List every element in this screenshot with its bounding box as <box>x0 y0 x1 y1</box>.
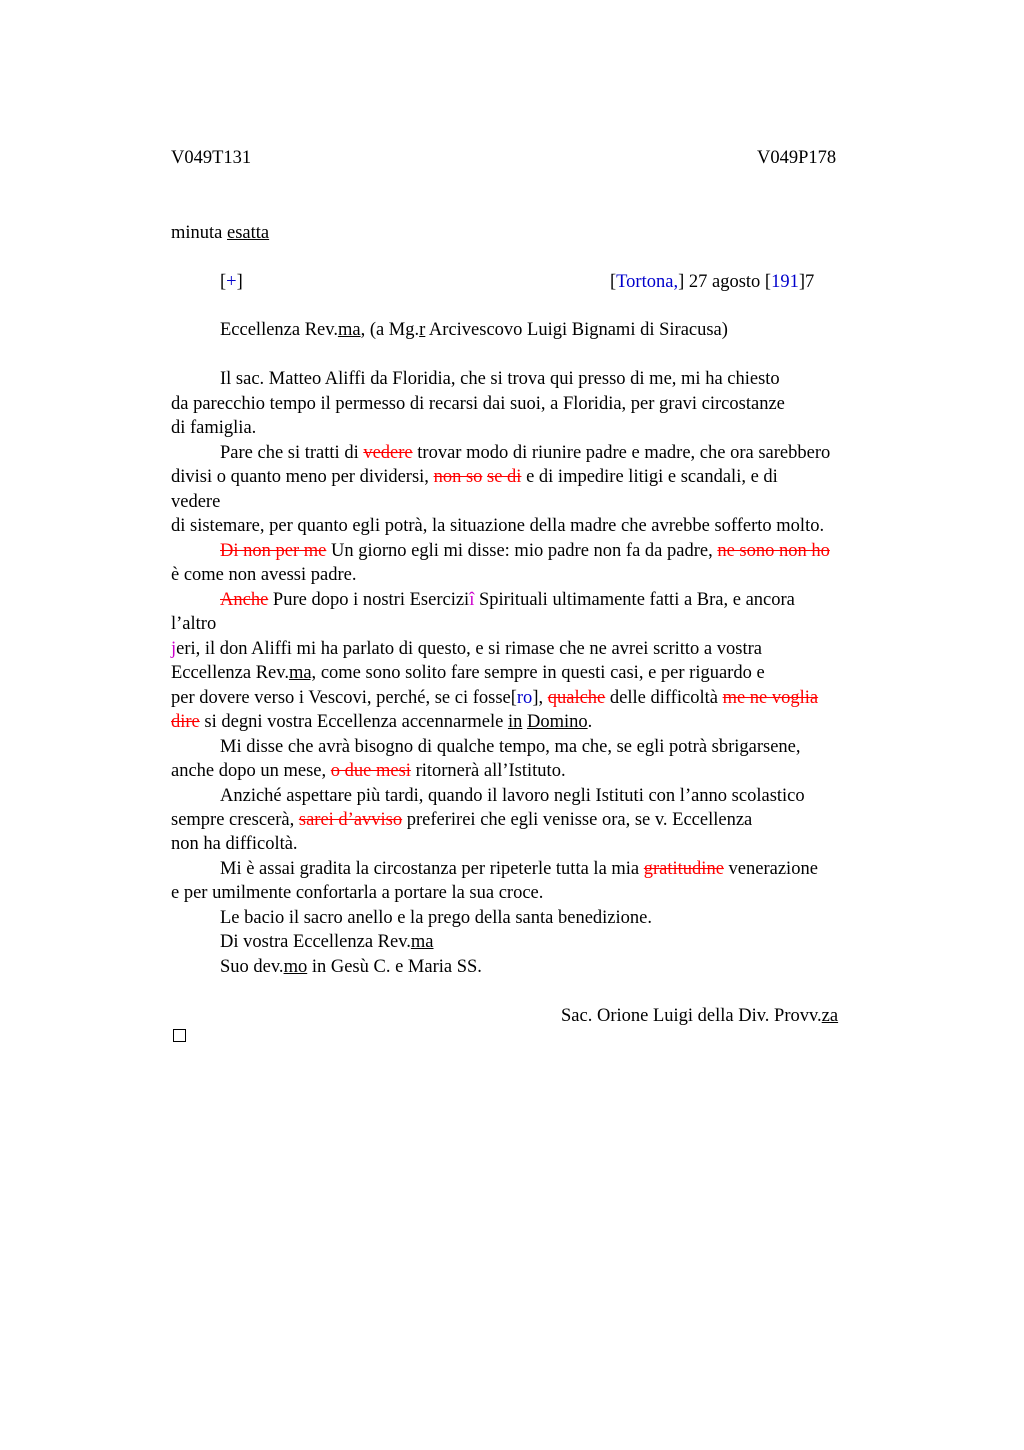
body-line: divisi o quanto meno per dividersi, non so se di e di impedire litigi e scandali, e di <box>171 467 778 487</box>
deleted-text: non so <box>433 467 483 487</box>
body-line: Mi disse che avrà bisogno di qualche tempo, ma che, se egli potrà sbrigarsene, <box>220 737 801 757</box>
salutation: Eccellenza Rev.ma, (a Mg.r Arcivescovo Luigi Bignami di Siracusa) <box>220 320 728 340</box>
deleted-text: se di <box>487 467 522 487</box>
deleted-text: o due mesi <box>330 761 411 781</box>
body-line: vedere <box>171 492 221 512</box>
draft-status: minuta esatta <box>171 223 270 243</box>
body-line: Di non per me Un giorno egli mi disse: mio padre non fa da padre, ne sono non ho <box>220 541 830 561</box>
deleted-text: vedere <box>363 443 413 463</box>
editorial-insert: ro <box>516 688 533 708</box>
body-line: sempre crescerà, sarei d’avviso preferirei che egli venisse ora, se v. Eccellenza <box>171 810 753 830</box>
body-line: Mi è assai gradita la circostanza per ripeterle tutta la mia gratitudine venerazione <box>220 859 818 879</box>
deleted-text: Anche <box>220 590 269 610</box>
body-line: di famiglia. <box>171 418 257 438</box>
deleted-text: gratitudine <box>643 859 724 879</box>
body-line: jeri, il don Aliffi mi ha parlato di questo, e si rimase che ne avrei scritto a vostra <box>171 639 762 659</box>
deleted-text: sarei d’avviso <box>298 810 403 830</box>
dateline-place: Tortona, <box>616 272 679 292</box>
body-line: è come non avessi padre. <box>171 565 357 585</box>
header-left-code: V049T131 <box>171 148 252 168</box>
body-line: Anche Pure dopo i nostri Eserciziî Spirituali ultimamente fatti a Bra, e ancora <box>220 590 795 610</box>
header-right-code: V049P178 <box>757 148 837 168</box>
body-line: da parecchio tempo il permesso di recarsi dai suoi, a Floridia, per gravi circostanze <box>171 394 785 414</box>
status-underlined: esatta <box>227 223 270 243</box>
end-square-icon <box>173 1029 186 1042</box>
body-line: e per umilmente confortarla a portare la sua croce. <box>171 883 544 903</box>
deleted-text: Di non per me <box>220 541 327 561</box>
body-line: anche dopo un mese, o due mesi ritornerà all’Istituto. <box>171 761 566 781</box>
deleted-text: qualche <box>547 688 606 708</box>
body-line: di sistemare, per quanto egli potrà, la situazione della madre che avrebbe sofferto molto. <box>171 516 825 536</box>
body-line: Pare che si tratti di vedere trovar modo di riunire padre e madre, che ora sarebbero <box>220 443 831 463</box>
body-line: l’altro <box>171 614 217 634</box>
signature: Sac. Orione Luigi della Div. Provv.za <box>561 1006 839 1026</box>
correction-mark: j <box>171 639 177 659</box>
dateline-year-editorial: 191 <box>771 272 799 292</box>
cross-mark: [+] <box>220 272 243 292</box>
correction-mark: î <box>469 590 475 610</box>
body-line: Eccellenza Rev.ma, come sono solito fare sempre in questi casi, e per riguardo e <box>171 663 765 683</box>
cross-symbol: + <box>226 272 237 292</box>
deleted-text: me ne voglia <box>722 688 819 708</box>
body-line: per dovere verso i Vescovi, perché, se ci fosse[ro], qualche delle difficoltà me ne voglia <box>171 688 819 708</box>
closing-line: Suo dev.mo in Gesù C. e Maria SS. <box>220 957 482 977</box>
body-line: Il sac. Matteo Aliffi da Floridia, che si trova qui presso di me, mi ha chiesto <box>220 369 780 389</box>
closing-line: Le bacio il sacro anello e la prego della santa benedizione. <box>220 908 652 928</box>
body-line: Anziché aspettare più tardi, quando il lavoro negli Istituti con l’anno scolastico <box>220 786 805 806</box>
deleted-text: ne sono non ho <box>717 541 830 561</box>
body-line: dire si degni vostra Eccellenza accennarmele in Domino. <box>171 712 593 732</box>
deleted-text: dire <box>171 712 200 732</box>
body-line: non ha difficoltà. <box>171 834 298 854</box>
dateline: [Tortona,] 27 agosto [191]7 <box>610 272 815 292</box>
closing-line: Di vostra Eccellenza Rev.ma <box>220 932 434 952</box>
